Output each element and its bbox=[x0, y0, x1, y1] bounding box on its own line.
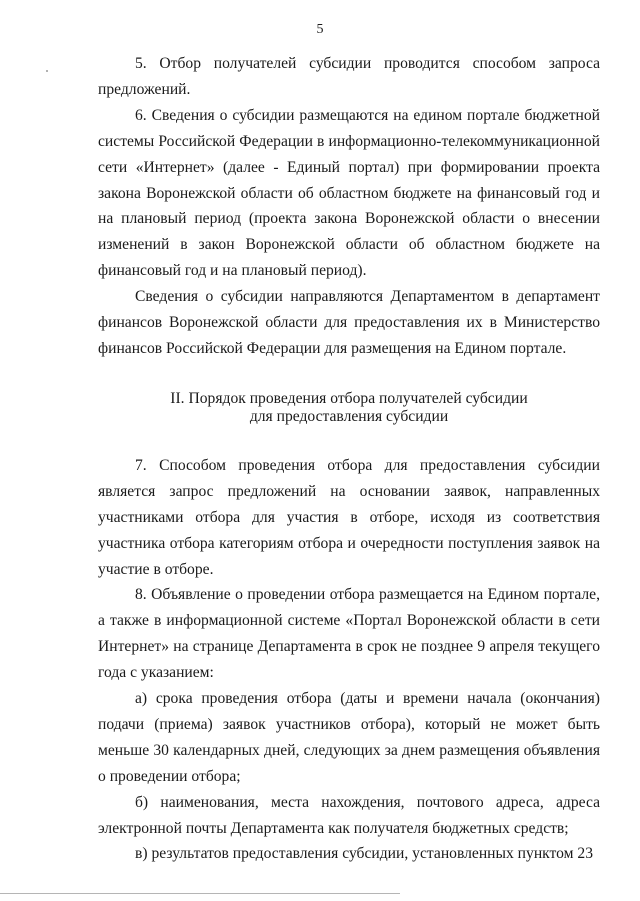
page-number: 5 bbox=[316, 22, 324, 37]
scan-artifact-dot bbox=[46, 70, 48, 72]
paragraph-8-item-b: б) наименования, места нахождения, почтового адреса, адреса электронной почты Департамента как получателя бюджетных средств; bbox=[98, 793, 600, 837]
paragraph-6-continued: Сведения о субсидии направляются Департаментом в департамент финансов Воронежской области для предоставления их в Министерство финансов Российской Федерации для размещения на Едином портале. bbox=[98, 288, 600, 357]
paragraph-8: 8. Объявление о проведении отбора размещается на Едином портале, а также в информационной системе «Портал Воронежской области в сети Интернет» на странице Департамента в срок не позднее 9 апреля текущего года с указанием: bbox=[98, 586, 600, 682]
document-body bbox=[98, 51, 600, 867]
section-heading bbox=[98, 390, 600, 426]
paragraph-8-item-c: в) результатов предоставления субсидии, установленных пунктом 23 bbox=[135, 845, 594, 863]
section-heading-line-1: II. Порядок проведения отбора получателей субсидии bbox=[170, 389, 528, 407]
paragraph-5: 5. Отбор получателей субсидии проводится способом запроса предложений. bbox=[98, 55, 600, 98]
paragraph-6: 6. Сведения о субсидии размещаются на едином портале бюджетной системы Российской Федерации в информационно-телекоммуникационной сети «Интернет» (далее - Единый портал) при формировании проекта закона Воронежской области об областном бюджете на финансовый год и на плановый период (проекта закона Воронежской области о внесении изменений в закон Воронежской области об областном бюджете на финансовый год и на плановый период). bbox=[98, 106, 600, 280]
paragraph-7: 7. Способом проведения отбора для предоставления субсидии является запрос предложений на основании заявок, направленных участниками отбора для участия в отборе, исходя из соответствия участника отбора категориям отбора и очередности поступления заявок на участие в отборе. bbox=[98, 456, 600, 578]
section-heading-line-2: для предоставления субсидии bbox=[249, 407, 449, 425]
paragraph-8-item-a: а) срока проведения отбора (даты и времени начала (окончания) подачи (приема) заявок участников отбора), который не может быть меньше 30 календарных дней, следующих за днем размещения объявления о проведении отбора; bbox=[98, 690, 600, 785]
scan-artifact-line bbox=[0, 893, 400, 894]
